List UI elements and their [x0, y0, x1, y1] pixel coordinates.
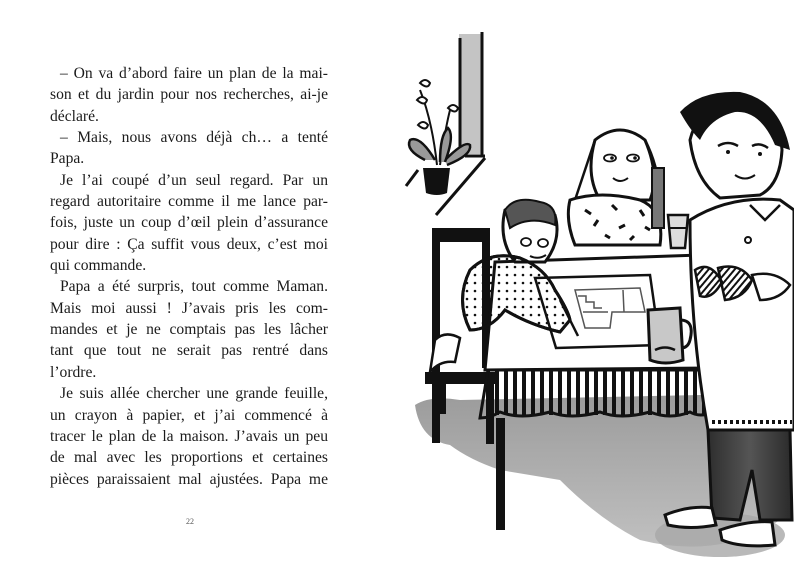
text-line: l’ordre. — [50, 363, 97, 381]
right-page — [397, 0, 794, 567]
body-text — [50, 63, 328, 490]
text-line: pièces paraissaient mal ajustées. Papa me — [50, 470, 328, 488]
text-line: déclaré. — [50, 107, 99, 125]
text-line: – On va d’abord faire un plan de la mai- — [60, 65, 328, 82]
paragraph-2 — [50, 127, 328, 170]
family-drawing-illustration — [397, 0, 794, 567]
text-line: Je suis allée chercher une grande feuille, — [60, 385, 328, 403]
text-line: Papa. — [50, 150, 85, 168]
text-line: de mal avec les proportions et certaines — [50, 449, 328, 467]
text-line: tant que tout ne serait pas rentré dans — [50, 342, 328, 360]
text-line: pour dire : Ça suffit vous deux, c’est moi — [50, 235, 328, 253]
text-line: fois, juste un coup d’œil plein d’assurance — [50, 214, 328, 232]
page-number: 22 — [186, 517, 194, 526]
text-line: tracer le plan de la maison. J’avais un peu — [50, 427, 328, 445]
text-line: – Mais, nous avons déjà ch… a tenté — [60, 129, 328, 147]
paragraph-4 — [50, 276, 328, 383]
text-line: son et du jardin pour nos recherches, ai-je — [50, 86, 328, 104]
text-line: regard autoritaire comme il me lance par- — [50, 193, 328, 211]
text-line: Mais moi aussi ! J’avais pris les com- — [50, 299, 328, 317]
text-line: qui commande. — [50, 257, 147, 275]
paragraph-1 — [50, 63, 328, 127]
mother — [568, 130, 664, 245]
text-line: un crayon à papier, et j’ai commencé à — [50, 406, 328, 424]
drinking-glass — [668, 215, 688, 248]
paragraph-3 — [50, 170, 328, 277]
text-line: Je l’ai coupé d’un seul regard. Par un — [60, 171, 328, 189]
text-line: Papa a été surpris, tout comme Maman. — [60, 278, 328, 296]
paragraph-5 — [50, 383, 328, 490]
text-line: mandes et je ne comptais pas les lâcher — [50, 321, 328, 339]
